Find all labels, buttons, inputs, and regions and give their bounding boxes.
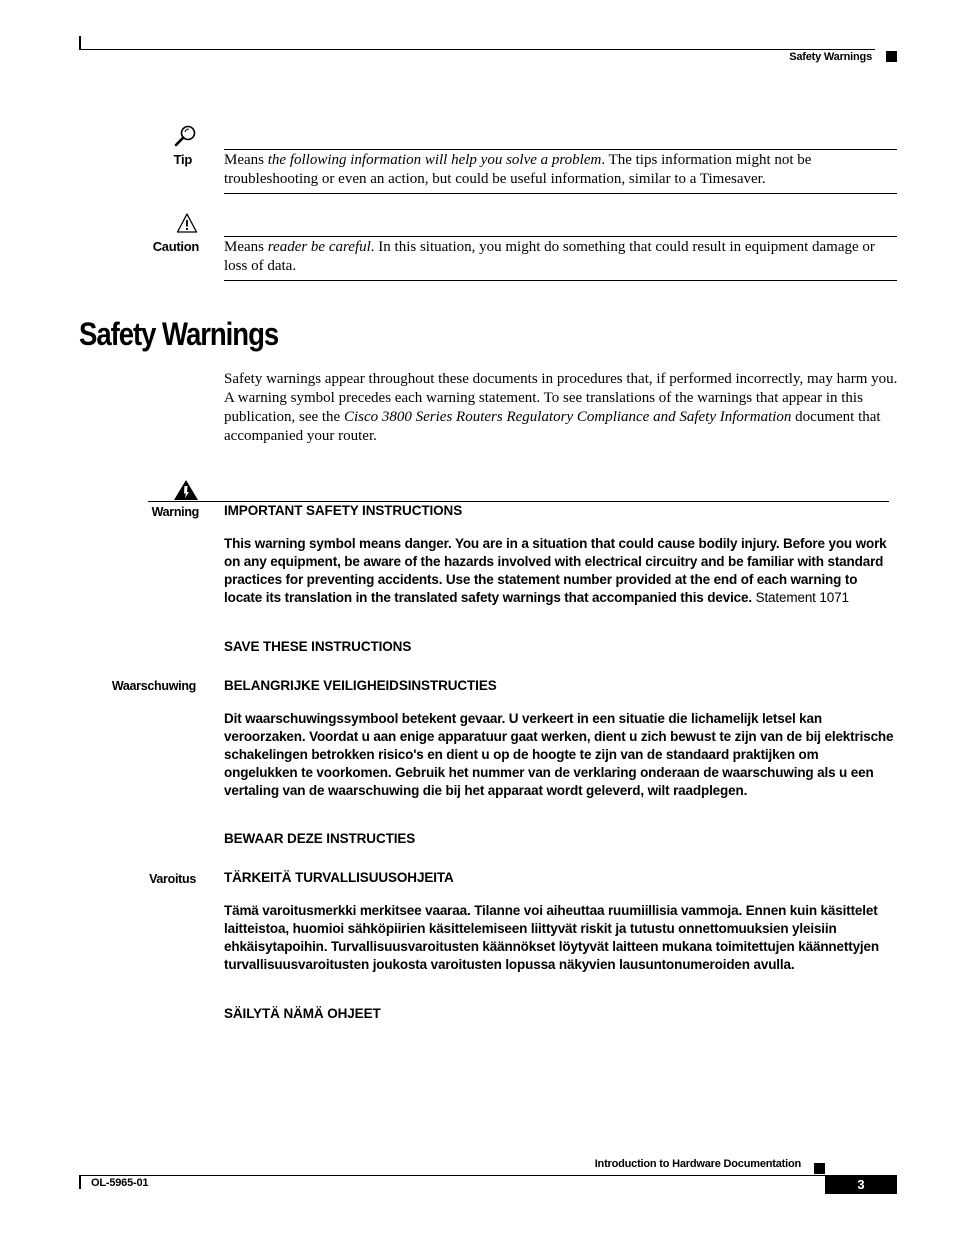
warning-triangle-icon <box>173 479 199 501</box>
warning-heading-en: IMPORTANT SAFETY INSTRUCTIONS <box>224 503 463 518</box>
statement-number: Statement 1071 <box>752 590 849 605</box>
warning-lang-nl-label: Waarschuwing <box>111 679 196 693</box>
intro-text-a: Safety warnings appear throughout these documents in procedures that, if performed incorrectly, may harm you. A warning symbol precedes each warning statement. To see translations of the warnings that appear in this publication, see the <box>224 371 898 425</box>
section-title: Safety Warnings <box>79 316 279 352</box>
caution-text-prefix: Means <box>224 239 268 255</box>
warning-body-en <box>224 535 894 607</box>
warning-body-fi: Tämä varoitusmerkki merkitsee vaaraa. Tilanne voi aiheuttaa ruumiillisia vammoja. Ennen kuin käsittelet laitteistoa, huomioi sähköpiirien käsittelemiseen liittyvät riskit ja tutustu onnettomuuksien yleisiin ehkäisytapoihin. Turvallisuusvaroitusten käännökset löytyvät laitteen mukana toimitettujen käännettyjen turvallisuusvaroitusten joukosta varoitusten lopussa näkyvien lausuntonumeroiden avulla. <box>224 903 879 972</box>
caution-text-emphasis: reader be careful <box>267 239 371 255</box>
warning-heading-fi: TÄRKEITÄ TURVALLISUUSOHJEITA <box>224 870 454 885</box>
footer-rule <box>79 1175 897 1176</box>
warning-heading-nl: BELANGRIJKE VEILIGHEIDSINSTRUCTIES <box>224 678 497 693</box>
tip-label: Tip <box>173 152 192 167</box>
footer-left-bar <box>79 1175 81 1189</box>
tip-rule-bottom <box>224 193 897 194</box>
caution-rule-bottom <box>224 280 897 281</box>
section-intro <box>224 370 899 446</box>
header-left-bar <box>79 36 81 50</box>
caution-text <box>224 238 897 276</box>
header-square-marker <box>886 51 897 62</box>
intro-text-b: document that accompanied your router. <box>224 409 881 444</box>
warning-save-fi: SÄILYTÄ NÄMÄ OHJEET <box>224 1006 381 1021</box>
intro-doc-title: Cisco 3800 Series Routers Regulatory Compliance and Safety Information <box>343 409 792 425</box>
tip-rule-top <box>224 149 897 150</box>
tip-text <box>224 151 897 189</box>
warning-label: Warning <box>151 505 199 519</box>
tip-text-prefix: Means <box>224 152 268 168</box>
tip-text-suffix: . The tips information might not be troubleshooting or even an action, but could be useful information, similar to a Timesaver. <box>224 152 812 187</box>
warning-save-en: SAVE THESE INSTRUCTIONS <box>224 639 412 654</box>
warning-save-nl: BEWAAR DEZE INSTRUCTIES <box>224 831 416 846</box>
caution-rule-top <box>224 236 897 237</box>
page-number: 3 <box>825 1175 897 1194</box>
warning-rule <box>148 501 889 502</box>
running-header-title: Safety Warnings <box>789 51 872 63</box>
header-rule <box>79 49 875 50</box>
magnifier-icon <box>172 124 200 148</box>
caution-text-suffix: . In this situation, you might do something that could result in equipment damage or loss of data. <box>224 239 875 274</box>
footer-book-title: Introduction to Hardware Documentation <box>594 1158 801 1170</box>
caution-triangle-icon <box>176 212 198 234</box>
warning-lang-fi-label: Varoitus <box>149 872 196 886</box>
footer-doc-number: OL-5965-01 <box>91 1177 149 1189</box>
warning-body-nl: Dit waarschuwingssymbool betekent gevaar. U verkeert in een situatie die lichamelijk letsel kan veroorzaken. Voordat u aan enige apparatuur gaat werken, dient u zich bewust te zijn van de bij elektrische schakelingen betrokken risico's en dient u op de hoogte te zijn van de standaard praktijken om ongelukken te voorkomen. Gebruik het nummer van de verklaring onderaan de waarschuwing als u een vertaling van de waarschuwing die bij het apparaat wordt geleverd, wilt raadplegen. <box>224 711 894 798</box>
footer-square-marker <box>814 1163 825 1174</box>
caution-label: Caution <box>152 239 199 254</box>
tip-text-emphasis: the following information will help you solve a problem <box>267 152 602 168</box>
warning-body-en-text: This warning symbol means danger. You are in a situation that could cause bodily injury. Before you work on any equipment, be aware of the hazards involved with electrical circuitry and be familiar with standard practices for preventing accidents. Use the statement number provided at the end of each warning to locate its translation in the translated safety warnings that accompanied this device. <box>224 536 887 605</box>
